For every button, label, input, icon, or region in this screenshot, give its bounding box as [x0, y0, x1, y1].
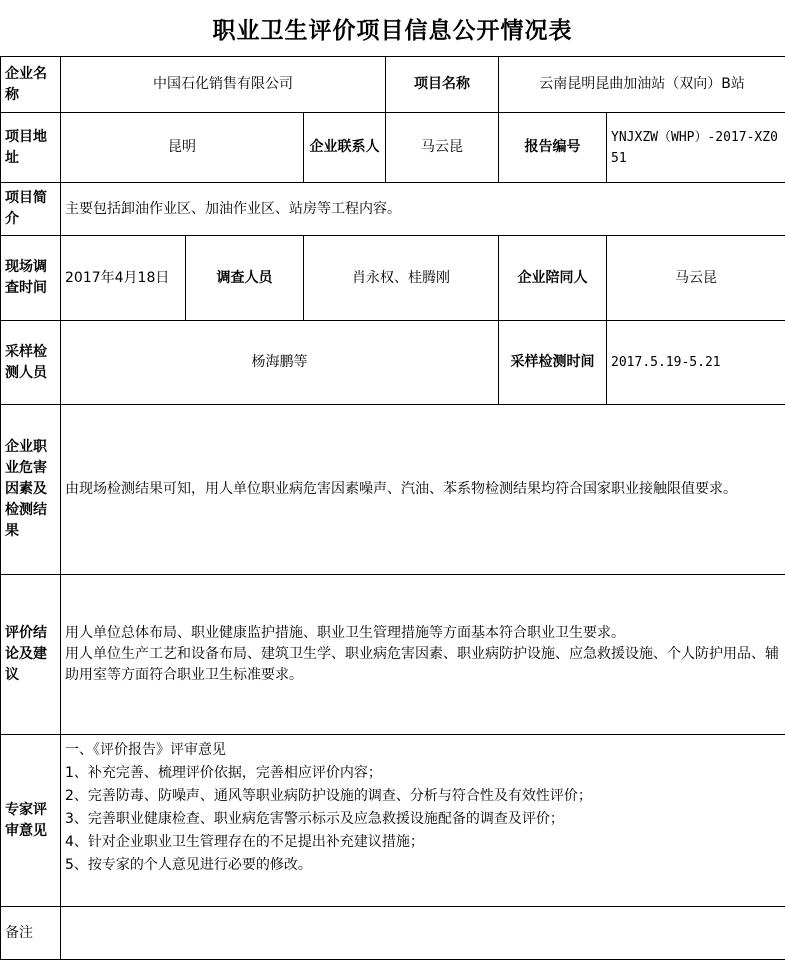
remark-label: 备注	[1, 907, 61, 960]
sampler-value: 杨海鹏等	[61, 321, 499, 405]
row-company	[1, 57, 785, 113]
report-value: YNJXZW（WHP）-2017-XZ051	[607, 113, 785, 183]
sample-time-value: 2017.5.19-5.21	[607, 321, 785, 405]
expert-line: 4、针对企业职业卫生管理存在的不足提出补充建议措施；	[65, 834, 424, 850]
survey-time-label: 现场调查时间	[1, 236, 61, 321]
expert-line: 5、按专家的个人意见进行必要的修改。	[65, 857, 312, 873]
row-intro	[1, 183, 785, 236]
contact-value: 马云昆	[386, 113, 499, 183]
company-value: 中国石化销售有限公司	[61, 57, 386, 113]
address-label: 项目地址	[1, 113, 61, 183]
sampler-label: 采样检测人员	[1, 321, 61, 405]
conclusion-paragraph-2: 用人单位生产工艺和设备布局、建筑卫生学、职业病危害因素、职业病防护设施、应急救援设施、个人防护用品、辅助用室等方面符合职业卫生标准要求。	[65, 646, 779, 683]
project-label: 项目名称	[386, 57, 499, 113]
intro-value: 主要包括卸油作业区、加油作业区、站房等工程内容。	[61, 183, 785, 236]
expert-opinions	[61, 735, 785, 907]
result-label: 企业职业危害因素及检测结果	[1, 405, 61, 575]
conclusion-value	[61, 575, 785, 735]
investigator-label: 调查人员	[186, 236, 304, 321]
row-expert	[1, 735, 785, 907]
row-sampling	[1, 321, 785, 405]
investigator-value: 肖永权、桂腾刚	[304, 236, 499, 321]
conclusion-paragraph-1: 用人单位总体布局、职业健康监护措施、职业卫生管理措施等方面基本符合职业卫生要求。	[65, 625, 625, 641]
intro-label: 项目简介	[1, 183, 61, 236]
contact-label: 企业联系人	[304, 113, 386, 183]
expert-line: 1、补充完善、梳理评价依据，完善相应评价内容；	[65, 765, 382, 781]
escort-label: 企业陪同人	[499, 236, 607, 321]
remark-value	[61, 907, 785, 960]
expert-line: 3、完善职业健康检查、职业病危害警示标示及应急救援设施配备的调查及评价；	[65, 811, 564, 827]
survey-time-value: 2017年4月18日	[61, 236, 186, 321]
conclusion-label: 评价结论及建议	[1, 575, 61, 735]
sample-time-label: 采样检测时间	[499, 321, 607, 405]
expert-line: 2、完善防毒、防噪声、通风等职业病防护设施的调查、分析与符合性及有效性评价；	[65, 788, 592, 804]
info-table	[0, 56, 785, 960]
row-result	[1, 405, 785, 575]
address-value: 昆明	[61, 113, 304, 183]
project-value: 云南昆明昆曲加油站（双向）B站	[499, 57, 785, 113]
report-label: 报告编号	[499, 113, 607, 183]
row-address	[1, 113, 785, 183]
row-remark	[1, 907, 785, 960]
expert-line: 一、《评价报告》评审意见	[65, 742, 226, 758]
row-conclusion	[1, 575, 785, 735]
row-survey	[1, 236, 785, 321]
result-value: 由现场检测结果可知，用人单位职业病危害因素噪声、汽油、苯系物检测结果均符合国家职业接触限值要求。	[61, 405, 785, 575]
expert-label: 专家评审意见	[1, 735, 61, 907]
page-title: 职业卫生评价项目信息公开情况表	[212, 17, 573, 44]
escort-value: 马云昆	[607, 236, 785, 321]
company-label: 企业名称	[1, 57, 61, 113]
